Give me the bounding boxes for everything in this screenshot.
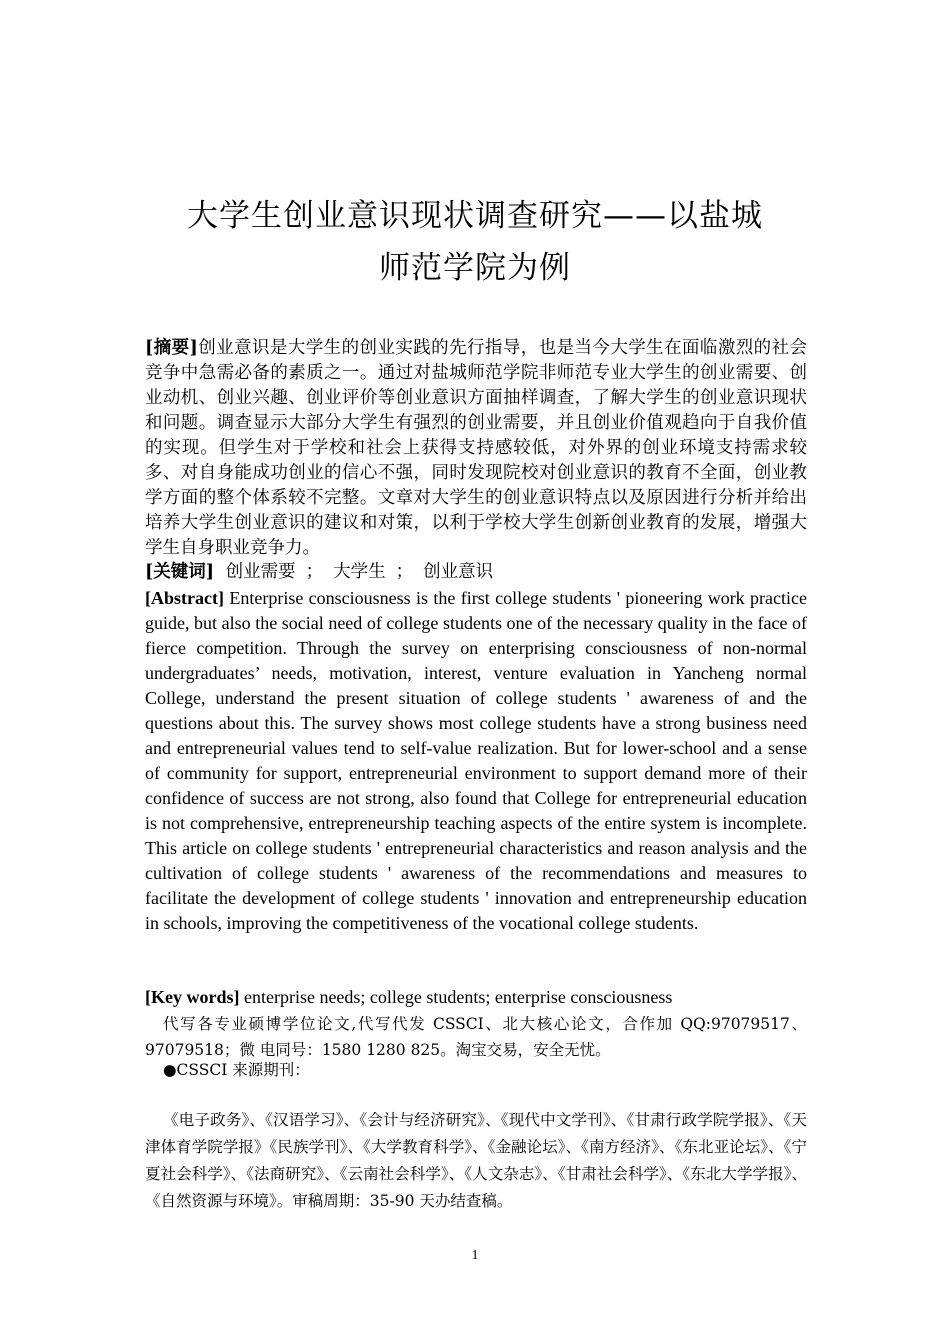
paper-title [120,190,830,294]
chinese-abstract-text: 创业意识是大学生的创业实践的先行指导，也是当今大学生在面临激烈的社会竞争中急需必备的素质之一。通过对盐城师范学院非师范专业大学生的创业需要、创业动机、创业兴趣、创业评价等创业意识方面抽样调查，了解大学生的创业意识现状和问题。调查显示大部分大学生有强烈的创业需要，并且创业价值观趋向于自我价值的实现。但学生对于学校和社会上获得支持感较低，对外界的创业环境支持需求较多、对自身能成功创业的信心不强，同时发现院校对创业意识的教育不全面，创业教学方面的整个体系较不完整。文章对大学生的创业意识特点以及原因进行分析并给出培养大学生创业意识的建议和对策，以利于学校大学生创新创业教育的发展，增强大学生自身职业竞争力。 [145,338,807,558]
chinese-abstract [145,336,807,561]
keyword-item: 创业需要 [225,562,296,582]
chinese-keywords-label: [关键词] [145,562,215,582]
chinese-keywords [145,560,807,585]
cssci-heading: ●CSSCI 来源期刊： [163,1061,310,1079]
title-line-2: 师范学院为例 [379,250,571,286]
title-line-1: 大学生创业意识现状调查研究——以盐城 [187,198,763,234]
english-abstract-label: [Abstract] [145,588,224,608]
page-number: 1 [471,1248,479,1263]
service-notice: 代写各专业硕博学位论文,代写代发 CSSCI、北大核心论文，合作加 QQ:97079517、97079518；微 电同号：1580 1280 825。淘宝交易，安全无忧。 [145,1015,807,1059]
english-keywords [145,985,807,1010]
english-abstract [145,586,807,936]
english-keywords-label: [Key words] [145,987,240,1007]
keyword-item: 创业意识 [423,562,494,582]
journal-list: 《电子政务》、《汉语学习》、《会计与经济研究》、《现代中文学刊》、《甘肃行政学院学报》、《天津体育学院学报》《民族学刊》、《大学教育科学》、《金融论坛》、《南方经济》、《东北亚论坛》、《宁夏社会科学》、《法商研究》、《云南社会科学》、《人文杂志》、《甘肃社会科学》、《东北大学学报》、《自然资源与环境》。审稿周期：35-90 天办结查稿。 [145,1111,807,1210]
chinese-abstract-label: [摘要] [145,338,198,358]
keyword-separator: ； [395,562,414,582]
keyword-separator: ； [305,562,324,582]
english-keywords-text: enterprise needs; college students; enterprise consciousness [243,987,673,1007]
keyword-item: 大学生 [333,562,386,582]
english-abstract-text: Enterprise consciousness is the first college students ' pioneering work practice guide, but also the social need of college students one of the necessary quality in the face of fierce competition. Through the survey on enterprising consciousness of non-normal undergraduates’ needs, motivation, interest, venture evaluation in Yancheng normal College, understand the present situation of college students ' awareness of and the questions about this. The survey shows most college students have a strong business need and entrepreneurial values tend to self-value realization. But for lower-school and a sense of community for support, entrepreneurial environment to support demand more of their confidence of success are not strong, also found that College for entrepreneurial education is not comprehensive, entrepreneurship teaching aspects of the entire system is incomplete. This article on college students ' entrepreneurial characteristics and reason analysis and the cultivation of college students ' awareness of the recommendations and measures to facilitate the development of college students ' innovation and entrepreneurship education in schools, improving the competitiveness of the vocational college students. [145,588,807,933]
